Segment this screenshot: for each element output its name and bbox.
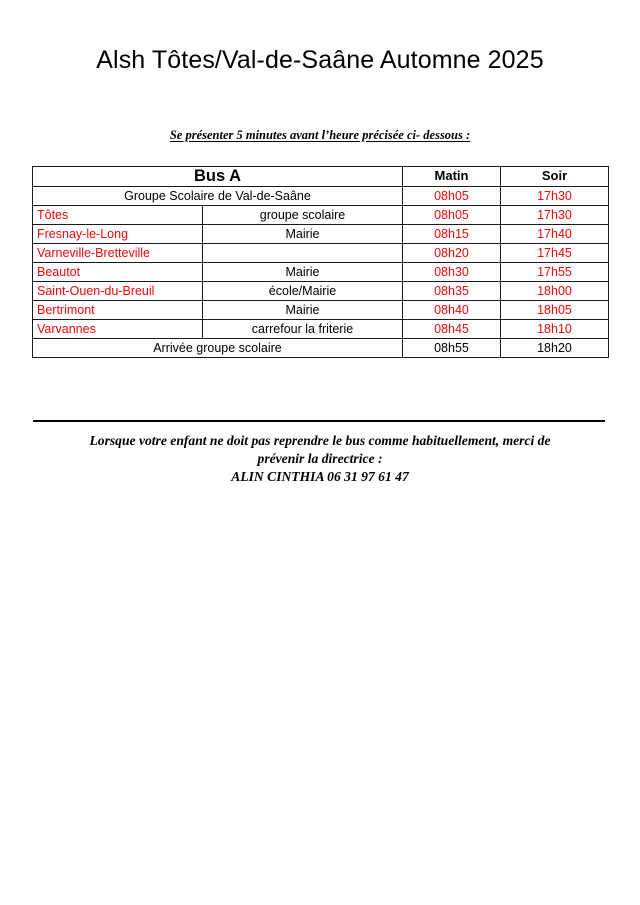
column-header-soir: Soir	[501, 167, 609, 187]
stop-soir: 18h10	[501, 319, 609, 338]
table-row	[33, 281, 609, 300]
table-row	[33, 262, 609, 281]
stop-soir: 18h05	[501, 300, 609, 319]
stop-matin: 08h30	[403, 262, 501, 281]
stop-place: Mairie	[203, 224, 403, 243]
table-row	[33, 300, 609, 319]
table-header-row	[33, 167, 609, 187]
footer-contact: ALIN CINTHIA 06 31 97 61 47	[231, 468, 409, 484]
stop-place	[203, 243, 403, 262]
stop-soir: 17h55	[501, 262, 609, 281]
stop-name: Saint-Ouen-du-Breuil	[33, 281, 203, 300]
stop-soir: 17h40	[501, 224, 609, 243]
bus-schedule-section	[32, 166, 608, 358]
table-row	[33, 338, 609, 357]
bus-label: Bus A	[33, 167, 403, 187]
stop-place: carrefour la friterie	[203, 319, 403, 338]
table-row	[33, 186, 609, 205]
table-row	[33, 319, 609, 338]
instruction-note: Se présenter 5 minutes avant l’heure précisée ci- dessous :	[169, 128, 471, 142]
stop-soir: 18h00	[501, 281, 609, 300]
stop-matin: 08h35	[403, 281, 501, 300]
stop-name: Varneville-Bretteville	[33, 243, 203, 262]
page-title: Alsh Tôtes/Val-de-Saâne Automne 2025	[96, 46, 544, 74]
departure-point-matin: 08h05	[403, 186, 501, 205]
stop-matin: 08h40	[403, 300, 501, 319]
column-header-matin: Matin	[403, 167, 501, 187]
table-row	[33, 205, 609, 224]
stop-matin: 08h05	[403, 205, 501, 224]
arrival-point-matin: 08h55	[403, 338, 501, 357]
stop-matin: 08h45	[403, 319, 501, 338]
departure-point-label: Groupe Scolaire de Val-de-Saâne	[33, 186, 403, 205]
stop-place: Mairie	[203, 262, 403, 281]
table-row	[33, 243, 609, 262]
bus-schedule-table	[32, 166, 609, 358]
stop-name: Fresnay-le-Long	[33, 224, 203, 243]
footer-line-1: Lorsque votre enfant ne doit pas reprendre le bus comme habituellement, merci de	[89, 433, 551, 448]
table-row	[33, 224, 609, 243]
stop-place: Mairie	[203, 300, 403, 319]
footer-line-2: prévenir la directrice :	[257, 450, 383, 466]
stop-soir: 17h30	[501, 205, 609, 224]
stop-place: école/Mairie	[203, 281, 403, 300]
stop-soir: 17h45	[501, 243, 609, 262]
stop-name: Tôtes	[33, 205, 203, 224]
arrival-point-label: Arrivée groupe scolaire	[33, 338, 403, 357]
stop-name: Beautot	[33, 262, 203, 281]
stop-matin: 08h20	[403, 243, 501, 262]
stop-name: Bertrimont	[33, 300, 203, 319]
stop-place: groupe scolaire	[203, 205, 403, 224]
stop-name: Varvannes	[33, 319, 203, 338]
departure-point-soir: 17h30	[501, 186, 609, 205]
footer-notice	[40, 432, 600, 486]
stop-matin: 08h15	[403, 224, 501, 243]
arrival-point-soir: 18h20	[501, 338, 609, 357]
footer-divider	[33, 420, 605, 422]
